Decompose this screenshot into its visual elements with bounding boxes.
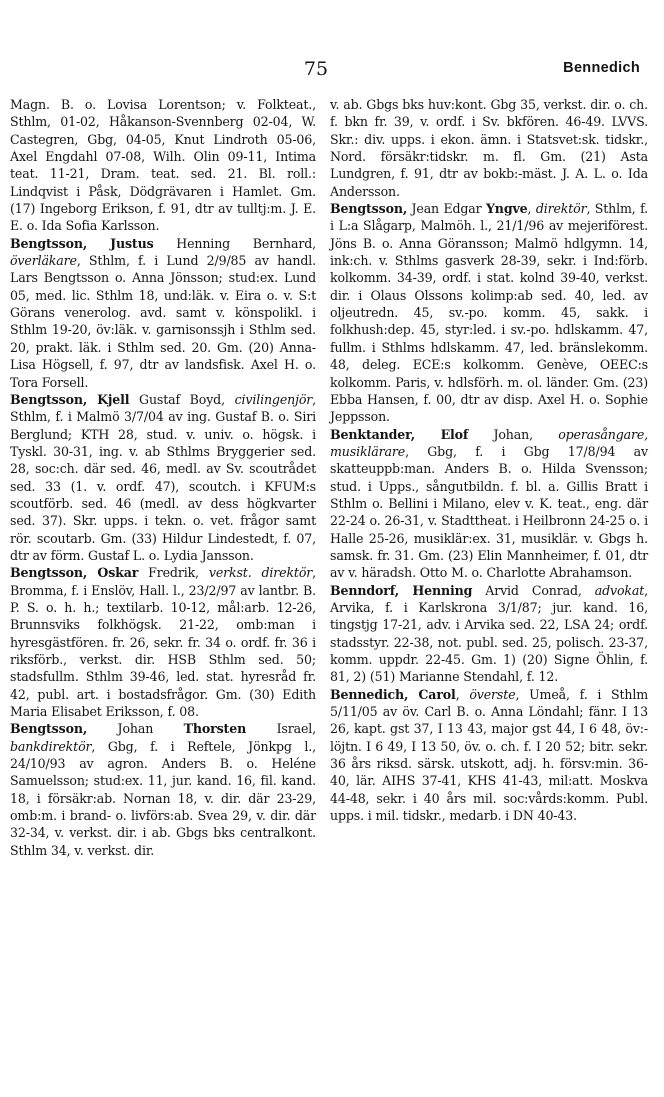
entry-body: , Sthlm, f. i Malmö 3/7/04 av ing. Gustaf B. o. Siri Berglund; KTH 28, stud. v. univ. o. högsk. i Tyskl. 30-31, ing. v. ab Sthlms Bryggerier sed. 28, soc:ch. där sed. 46, medl. av Sv. scoutrådet sed. 33 (1. v. ordf. 47), scoutch. i KFUM:s scoutförb. sed. 46 (medl. av dess högkvarter sed. 37). Skr. upps. i tekn. o. vet. frågor samt rör. scoutarb. Gm. (33) Hildur Lindestedt, f. 07, dtr av förm. Gustaf L. o. Lydia Jansson.: [10, 391, 317, 563]
entry-body: Magn. B. o. Lovisa Lorentson; v. Folkteat., Sthlm, 01-02, Håkanson-Svennberg 02-04, W. Castegren, Gbg, 04-05, Knut Lindroth 05-06, Axel Engdahl 07-08, Wilh. Olin 09-11, Intima teat. 11-21, Dram. teat. sed. 21. Bl. roll.: Lindqvist i Påsk, Dödgrävaren i Hamlet. Gm. (17) Ingeborg Erikson, f. 91, dtr av tulltj:m. J. E. E. o. Ida Sofia Karlsson.: [10, 97, 316, 234]
entry-body: v. ab. Gbgs bks huv:kont. Gbg 35, verkst. dir. o. ch. f. bkn fr. 39, v. ordf. i Sv. bkfören. 46-49. LVVS. Skr.: div. upps. i ekon. ämn. i Statsvet:sk. tidskr., Nord. försäkr:tidskr. m. fl. Gm. (21) Asta Lundgren, f. 91, dtr av bokb:-mäst. J. A. L. o. Ida Andersson.: [330, 97, 648, 199]
entry-body: , Bromma, f. i Enslöv, Hall. l., 23/2/97 av lantbr. B. P. S. o. h. h.; textilarb. 10-12, mål:arb. 12-26, Brunnsviks folkhögsk. 21-22, omb:man i hyresgästfören. fr. 26, sekr. fr. 34 o. ordf. fr. 36 i riksförb., verkst. dir. HSB Sthlm sed. 50; stadsfullm. Sthlm 39-46, led. stat. hyresråd fr. 42, publ. art. i bostadsfrågor. Gm. (30) Edith Maria Elisabet Eriksson, f. 08.: [10, 565, 317, 720]
entry-title: överste: [469, 686, 516, 702]
left-column: [10, 96, 316, 859]
entry-bengtsson-justus: [10, 235, 316, 391]
entry-continuation-thorsten: [330, 96, 648, 200]
entry-given-names: Jean Edgar: [407, 201, 486, 217]
entry-body: , Gbg, f. i Gbg 17/8/94 av skatteuppb:man. Anders B. o. Hilda Svensson; stud. i Upps., sångutbildn. f. bl. a. Gillis Bratt i Sthlm o. Bellini i Milano, elev v. K. teat., eng. där 22-24 o. 26-31, v. Stadttheat. i Heilbronn 24-25 o. i Halle 25-26, musiklär:ex. 31, musiklär. v. Gbgs h. samsk. fr. 31. Gm. (23) Elin Mannheimer, f. 01, dtr av v. häradsh. Otto M. o. Charlotte Abrahamson.: [330, 443, 648, 581]
entry-surname: Bengtsson, Oskar: [10, 565, 139, 581]
entry-surname: Benndorf, Henning: [330, 582, 473, 598]
entry-body: , Umeå, f. i Sthlm 5/11/05 av öv. Carl B. o. Anna Löndahl; fänr. I 13 26, kapt. gst 37, I 13 43, major gst 44, I 6 48, öv:-löjtn. I 6 49, I 13 50, öv. o. ch. f. I 20 52; bitr. sekr. 36 års riksd. särsk. utskott, adj. h. försv:min. 36-40, lär. AIHS 37-41, KHS 41-43, mil:att. Moskva 44-48, sekr. i 40 års mil. soc:vårds:komm. Publ. upps. i mil. tidskr., medarb. i DN 40-43.: [330, 686, 648, 824]
entry-title: civilingenjör: [234, 391, 313, 407]
entry-given-names-after: ,: [527, 201, 536, 217]
entry-title: verkst. direktör: [208, 565, 313, 581]
entry-bennedich-carol: [330, 686, 648, 825]
entry-body: , Gbg, f. i Reftele, Jönkpg l., 24/10/93 av agron. Anders B. o. Heléne Samuelsson; stud:ex. 11, jur. kand. 16, fil. kand. 18, i försäkr:ab. Nornan 18, v. dir. där 23-29, omb:m. i brand- o. livförs:ab. Svea 29, v. dir. där 32-34, v. verkst. dir. i ab. Gbgs bks centralkont. Sthlm 34, v. verkst. dir.: [10, 738, 316, 858]
entry-given-names-after: Israel,: [246, 721, 316, 737]
entry-title: direktör: [535, 201, 587, 217]
entry-given-names: Fredrik,: [138, 565, 209, 581]
running-head: Bennedich: [563, 60, 640, 76]
entry-given-names: ,: [455, 686, 470, 702]
entry-surname: Bengtsson, Kjell: [10, 391, 130, 407]
entry-bengtsson-thorsten: [10, 720, 316, 859]
entry-surname: Benktander, Elof: [330, 426, 469, 442]
entry-benktander-elof: [330, 426, 648, 582]
entry-given-bold: Yngve: [485, 201, 528, 217]
entry-surname: Bengtsson,: [330, 201, 408, 217]
entry-surname: Bennedich, Carol: [330, 686, 456, 702]
entry-body: , Arvika, f. i Karlskrona 3/1/87; jur. kand. 16, tingstjg 17-21, adv. i Arvika sed. 22, LSA 24; ordf. stadsstyr. 22-38, not. publ. sed. 25, polisch. 23-37, komm. uppdr. 22-45. Gm. 1) (20) Signe Öhlin, f. 81, 2) (51) Marianne Stendahl, f. 12.: [330, 582, 648, 685]
entry-title: överläkare: [10, 253, 77, 269]
entry-given-names: Henning Bernhard,: [153, 235, 316, 251]
entry-title: bankdirektör: [10, 738, 92, 754]
entry-given-names: Gustaf Boyd,: [129, 391, 235, 407]
right-column: [330, 96, 648, 824]
entry-surname: Bengtsson,: [10, 721, 88, 737]
entry-bengtsson-kjell: [10, 391, 316, 564]
entry-body: , Sthlm, f. i L:a Slågarp, Malmöh. l., 21/1/96 av mejeriförest. Jöns B. o. Anna Göransson; Malmö hdlgymn. 14, ink:ch. v. Sthlms gasverk 28-39, sekr. i Ind:förb. kolkomm. 34-39, ordf. i stat. kolnd 39-40, verkst. dir. i Olaus Olssons kolimp:ab sed. 40, led. av oljeutredn. 45, sv.-po. komm. 45, sakk. i folkhush:dep. 45, styr:led. i sv.-po. hdlskamm. 47, fullm. i Sthlms hdlskamm. 47, led. bränslekomm. 48, deleg. ECE:s kolkomm. Genève, OEEC:s kolkomm. Paris, v. hdlsförh. m. ol. länder. Gm. (23) Ebba Hansen, f. 00, dtr av disp. Axel H. o. Sophie Jeppsson.: [330, 201, 648, 425]
entry-given-names: Arvid Conrad,: [472, 582, 595, 598]
entry-benndorf-henning: [330, 582, 648, 686]
entry-given-names: Johan,: [468, 426, 559, 442]
entry-title: operasångare, musiklärare: [330, 426, 649, 459]
entry-given-bold: Thorsten: [183, 721, 247, 737]
entry-continuation: [10, 96, 316, 235]
page-number: 75: [303, 58, 329, 80]
entry-bengtsson-yngve: [330, 200, 648, 425]
entry-title: advokat: [594, 582, 645, 598]
entry-surname: Bengtsson, Justus: [10, 235, 154, 251]
entry-body: , Sthlm, f. i Lund 2/9/85 av handl. Lars Bengtsson o. Anna Jönsson; stud:ex. Lund 05, med. lic. Sthlm 18, und:läk. v. Eira o. v. S:t Görans venerolog. avd. samt v. könspolikl. i Sthlm 19-20, öv:läk. v. garnisonssjh i Sthlm sed. 20, prakt. läk. i Sthlm sed. 20. Gm. (20) Anna-Lisa Högsell, f. 97, dtr av landsfisk. Axel H. o. Tora Forsell.: [10, 253, 316, 390]
entry-bengtsson-oskar: [10, 564, 316, 720]
entry-given-names: Johan: [87, 721, 184, 737]
